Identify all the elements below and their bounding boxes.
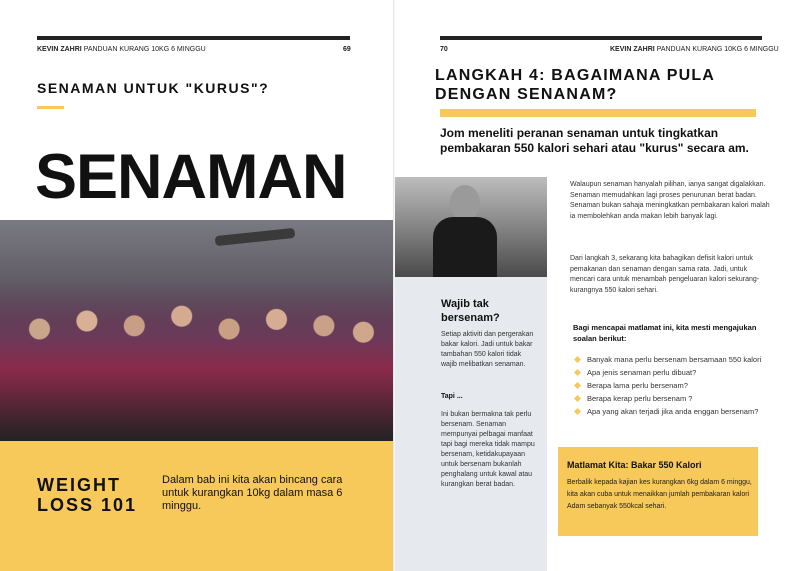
header-author: KEVIN ZAHRI — [37, 46, 82, 53]
accent-bar — [440, 109, 756, 117]
step-subtitle: Jom meneliti peranan senaman untuk tingkatkan pembakaran 550 kalori sehari atau "kurus" secara am. — [440, 126, 749, 155]
page-number: 70 — [440, 46, 448, 53]
header-rule — [37, 36, 350, 40]
header-rule — [440, 36, 762, 40]
intro-text: Dalam bab ini kita akan bincang cara untuk kurangkan 10kg dalam masa 6 minggu. — [162, 474, 343, 512]
bullet-diamond-icon — [574, 408, 581, 415]
list-item: Apa yang akan terjadi jika anda enggan bersenam? — [573, 406, 783, 418]
photo-torso — [433, 217, 497, 277]
sidebar-para3: Ini bukan bermakna tak perlu bersenam. Senaman mempunyai pelbagai manfaat tapi bagi mereka tidak mampu bersenam, ketidakupayaan untuk bersenam bukanlah penghalang untuk kawal atau kurangkan berat badan. — [441, 411, 535, 488]
header-book: PANDUAN KURANG 10KG 6 MINGGU — [656, 46, 779, 53]
sidebar-para1: Setiap aktiviti dan pergerakan bakar kalori. Jadi untuk bakar tambahan 550 kalori tidak wajib melibatkan senaman. — [441, 331, 534, 368]
right-page — [395, 0, 800, 571]
page-header — [37, 46, 206, 53]
target-title: Matlamat Kita: Bakar 550 Kalori — [567, 460, 702, 470]
body-para2: Dari langkah 3, sekarang kita bahagikan defisit kalori untuk pemakanan dan senaman dengan sama rata. Jadi, untuk mencari cara untuk menambah pengeluaran kalori sekurang-kurangnya 550 kalori sehari. — [570, 255, 760, 294]
weight-loss-line1: WEIGHT — [37, 475, 121, 495]
list-item: Apa jenis senaman perlu dibuat? — [573, 367, 783, 379]
weight-loss-line2: LOSS 101 — [37, 495, 138, 515]
body-para1: Walaupun senaman hanyalah pilihan, ianya sangat digalakkan. Senaman memudahkan lagi proses penurunan berat badan. Senaman bukan sahaja meningkatkan pembakaran kalori malah ia membolehkan anda makan lebih banyak lagi. — [570, 181, 770, 220]
section-title: SENAMAN UNTUK "KURUS"? — [37, 80, 270, 96]
target-text: Berbalik kepada kajian kes kurangkan 6kg dalam 6 minggu, kita akan cuba untuk menaikkan jumlah pembakaran kalori Adam sebanyak 550kcal sehari. — [567, 479, 752, 510]
questions-heading: Bagi mencapai matlamat ini, kita mesti mengajukan soalan berikut: — [573, 323, 757, 343]
bullet-diamond-icon — [574, 369, 581, 376]
questions-list — [573, 354, 783, 419]
bullet-diamond-icon — [574, 382, 581, 389]
list-item: Berapa lama perlu bersenam? — [573, 380, 783, 392]
weight-loss-title — [37, 475, 157, 515]
left-page — [0, 0, 395, 571]
photo-head — [450, 185, 480, 221]
header-author: KEVIN ZAHRI — [610, 46, 655, 53]
step-title: LANGKAH 4: BAGAIMANA PULA DENGAN SENANAM? — [435, 67, 715, 103]
photo-prop — [215, 228, 296, 246]
sidebar-para2: Tapi ... — [441, 393, 463, 400]
list-item: Banyak mana perlu bersenam bersamaan 550 kalori — [573, 354, 783, 366]
header-book: PANDUAN KURANG 10KG 6 MINGGU — [83, 46, 206, 53]
bullet-diamond-icon — [574, 395, 581, 402]
chapter-title: SENAMAN — [35, 142, 347, 212]
bullet-diamond-icon — [574, 356, 581, 363]
accent-underline — [37, 106, 64, 109]
sidebar-title: Wajib tak bersenam? — [441, 298, 500, 324]
list-item: Berapa kerap perlu bersenam ? — [573, 393, 783, 405]
trainer-photo — [395, 177, 547, 277]
photo-crowd — [0, 281, 395, 441]
page-number: 69 — [343, 46, 351, 53]
page-header — [610, 46, 779, 53]
group-photo — [0, 220, 395, 441]
